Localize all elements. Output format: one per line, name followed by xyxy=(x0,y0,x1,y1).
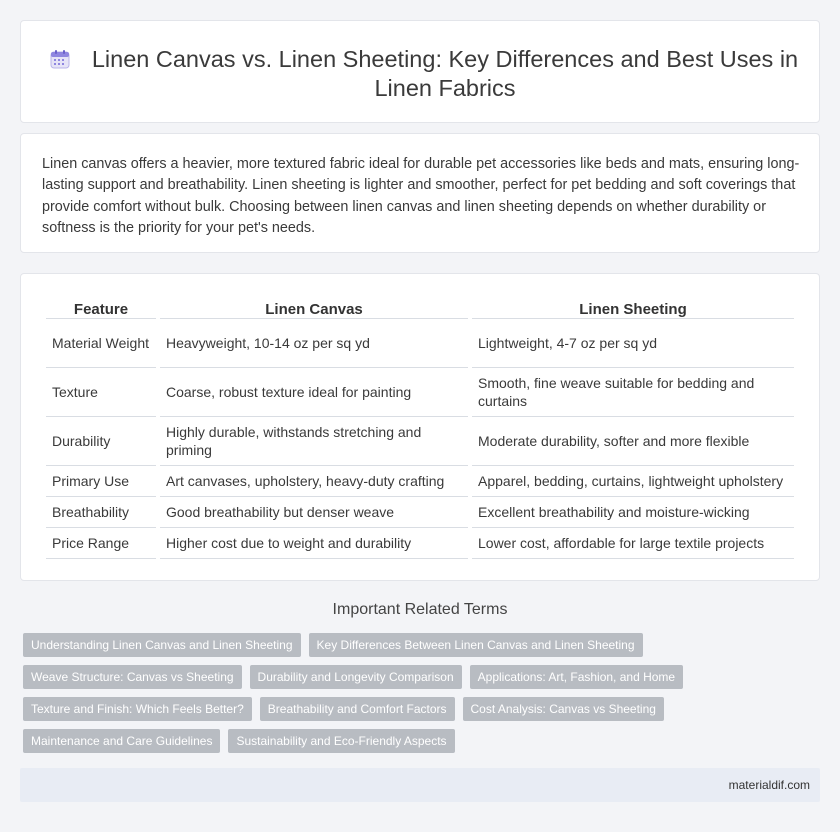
table-cell: Breathability xyxy=(46,497,156,528)
table-cell: Texture xyxy=(46,368,156,417)
table-cell: Material Weight xyxy=(46,319,156,368)
table-row xyxy=(46,528,794,559)
related-term-tag[interactable]: Maintenance and Care Guidelines xyxy=(23,729,220,753)
table-cell: Lightweight, 4-7 oz per sq yd xyxy=(472,319,794,368)
calendar-icon xyxy=(49,48,71,70)
table-cell: Primary Use xyxy=(46,466,156,497)
related-term-tag[interactable]: Sustainability and Eco-Friendly Aspects xyxy=(228,729,454,753)
table-cell: Good breathability but denser weave xyxy=(160,497,468,528)
related-term-tag[interactable]: Key Differences Between Linen Canvas and Linen Sheeting xyxy=(309,633,643,657)
table-cell: Moderate durability, softer and more flexible xyxy=(472,417,794,466)
table-cell: Heavyweight, 10-14 oz per sq yd xyxy=(160,319,468,368)
related-term-tag[interactable]: Texture and Finish: Which Feels Better? xyxy=(23,697,252,721)
intro-card xyxy=(20,133,820,253)
comparison-table xyxy=(42,296,798,559)
table-cell: Art canvases, upholstery, heavy-duty crafting xyxy=(160,466,468,497)
header-card xyxy=(20,20,820,123)
table-row xyxy=(46,466,794,497)
column-header-feature: Feature xyxy=(46,296,156,319)
related-term-tag[interactable]: Cost Analysis: Canvas vs Sheeting xyxy=(463,697,664,721)
intro-paragraph: Linen canvas offers a heavier, more textured fabric ideal for durable pet accessories like beds and mats, ensuring long-lasting support and breathability. Linen sheeting is lighter and smoother, perfect for pet bedding and soft coverings that provide comfort without bulk. Choosing between linen canvas and linen sheeting depends on whether durability or softness is the priority for your pet's needs. xyxy=(42,156,800,237)
table-cell: Smooth, fine weave suitable for bedding and curtains xyxy=(472,368,794,417)
table-row xyxy=(46,497,794,528)
related-terms-heading: Important Related Terms xyxy=(332,601,508,618)
related-terms-list xyxy=(23,633,803,761)
column-header-linen-canvas: Linen Canvas xyxy=(160,296,468,319)
column-header-linen-sheeting: Linen Sheeting xyxy=(472,296,794,319)
comparison-card xyxy=(20,273,820,581)
table-row xyxy=(46,319,794,368)
related-term-tag[interactable]: Understanding Linen Canvas and Linen Sheeting xyxy=(23,633,301,657)
table-header-row xyxy=(46,296,794,319)
table-cell: Higher cost due to weight and durability xyxy=(160,528,468,559)
footer xyxy=(20,768,820,802)
table-cell: Apparel, bedding, curtains, lightweight upholstery xyxy=(472,466,794,497)
table-cell: Excellent breathability and moisture-wicking xyxy=(472,497,794,528)
site-name[interactable]: materialdif.com xyxy=(728,778,810,792)
table-cell: Coarse, robust texture ideal for painting xyxy=(160,368,468,417)
table-row xyxy=(46,417,794,466)
related-term-tag[interactable]: Weave Structure: Canvas vs Sheeting xyxy=(23,665,242,689)
related-term-tag[interactable]: Durability and Longevity Comparison xyxy=(250,665,462,689)
related-term-tag[interactable]: Breathability and Comfort Factors xyxy=(260,697,455,721)
related-term-tag[interactable]: Applications: Art, Fashion, and Home xyxy=(470,665,683,689)
table-cell: Highly durable, withstands stretching and priming xyxy=(160,417,468,466)
table-cell: Lower cost, affordable for large textile projects xyxy=(472,528,794,559)
table-cell: Price Range xyxy=(46,528,156,559)
table-row xyxy=(46,368,794,417)
page-title: Linen Canvas vs. Linen Sheeting: Key Differences and Best Uses in Linen Fabrics xyxy=(91,46,799,101)
table-cell: Durability xyxy=(46,417,156,466)
